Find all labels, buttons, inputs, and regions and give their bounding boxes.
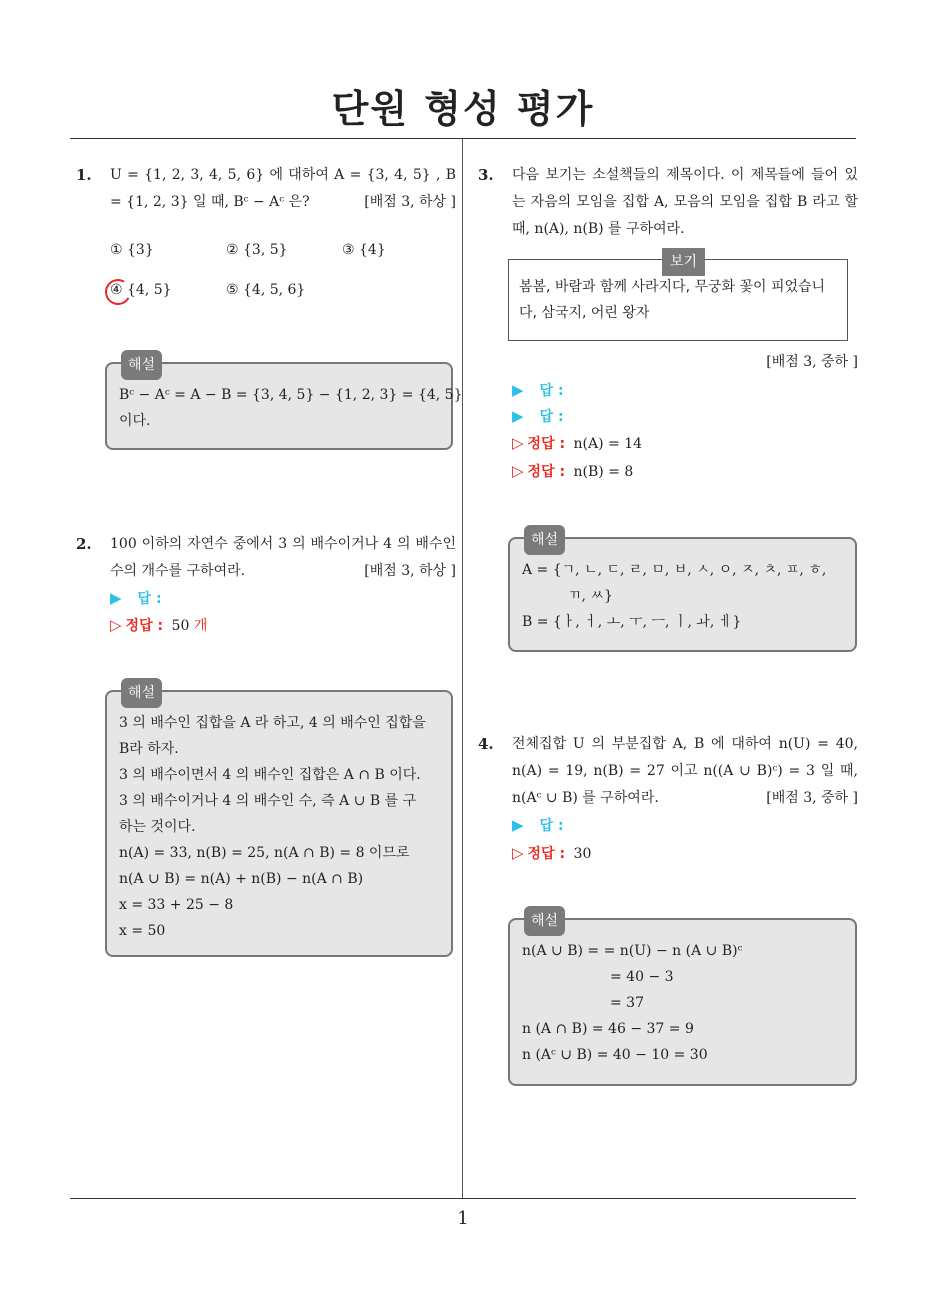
correct-arrow-icon: ▷	[512, 844, 524, 862]
solution-line: B라 하자.	[119, 741, 179, 757]
solution-line: 이다.	[119, 413, 151, 429]
question-number: 2.	[76, 535, 92, 553]
question-text: 100 이하의 자연수 중에서 3 의 배수이거나 4 의 배수인 수의 개수를 구하여라.	[110, 536, 456, 579]
solution-line: = 40 − 3	[610, 969, 674, 985]
correct-value: n(B) = 8	[573, 464, 634, 480]
solution-line: n(A ∪ B) = n(A) + n(B) − n(A ∩ B)	[119, 871, 364, 887]
question-number: 1.	[76, 166, 92, 184]
solution-line: 하는 것이다.	[119, 819, 196, 835]
solution-line: n(A) = 33, n(B) = 25, n(A ∩ B) = 8 이므로	[119, 845, 410, 861]
solution-tag: 해설	[524, 525, 565, 555]
solution-box-2	[105, 685, 453, 957]
score-label: [배점 3, 중하 ]	[766, 790, 858, 806]
selected-circle-icon	[102, 276, 134, 308]
correct-arrow-icon: ▷	[110, 616, 122, 634]
example-text: 봄봄, 바람과 함께 사라지다, 무궁화 꽃이 피었습니다, 삼국지, 어린 왕자	[519, 279, 826, 321]
correct-unit: 개	[193, 618, 208, 634]
correct-arrow-icon: ▷	[512, 434, 524, 452]
solution-box-4	[508, 913, 857, 1086]
answer-arrow-icon: ▶	[110, 589, 122, 607]
answer-arrow-icon: ▶	[512, 381, 524, 399]
solution-tag: 해설	[524, 906, 565, 936]
solution-line: n (A ∩ B) = 46 − 37 = 9	[522, 1021, 694, 1037]
correct-answer-line	[512, 458, 633, 486]
solution-tag: 해설	[121, 678, 162, 708]
answer-line	[512, 403, 564, 431]
correct-arrow-icon: ▷	[512, 462, 524, 480]
choice-4[interactable]	[110, 282, 172, 298]
choice-1[interactable]: ① {3}	[110, 242, 154, 258]
question-number: 4.	[478, 735, 494, 753]
correct-label: 정답 :	[125, 618, 164, 634]
bottom-rule	[70, 1198, 856, 1199]
solution-line: x = 33 + 25 − 8	[119, 897, 234, 913]
solution-line: n(A ∪ B) = = n(U) − n (A ∪ B)ᶜ	[522, 943, 743, 959]
correct-label: 정답 :	[527, 846, 566, 862]
question-text: 전체집합 U 의 부분집합 A, B 에 대하여 n(U) = 40, n(A) = 19, n(B) = 27 이고 n((A ∪ B)ᶜ) = 3 일 때, n(Aᶜ ∪ B) 를 구하여라.	[512, 736, 858, 806]
choice-3[interactable]: ③ {4}	[342, 242, 386, 258]
correct-answer-line	[512, 430, 642, 458]
page-number: 1	[457, 1208, 469, 1229]
column-divider	[462, 139, 463, 1198]
answer-arrow-icon: ▶	[512, 407, 524, 425]
solution-line: Bᶜ − Aᶜ = A − B = {3, 4, 5} − {1, 2, 3} = {4, 5}	[119, 387, 463, 403]
solution-line: n (Aᶜ ∪ B) = 40 − 10 = 30	[522, 1047, 708, 1063]
correct-value: 30	[573, 846, 592, 862]
answer-label: 답 :	[539, 409, 564, 425]
solution-tag: 해설	[121, 350, 162, 380]
answer-line	[512, 377, 564, 405]
correct-value: n(A) = 14	[573, 436, 643, 452]
solution-line: = 37	[610, 995, 644, 1011]
question-text: 다음 보기는 소설책들의 제목이다. 이 제목들에 들어 있는 자음의 모임을 집합 A, 모음의 모임을 집합 B 라고 할 때, n(A), n(B) 를 구하여라.	[512, 167, 858, 237]
choice-2[interactable]: ② {3, 5}	[226, 242, 288, 258]
score-label: [배점 3, 하상 ]	[364, 563, 456, 579]
solution-line: 3 의 배수이면서 4 의 배수인 집합은 A ∩ B 이다.	[119, 767, 421, 783]
question-number: 3.	[478, 166, 494, 184]
answer-line	[110, 585, 162, 613]
correct-label: 정답 :	[527, 464, 566, 480]
solution-line: ㄲ, ㅆ}	[568, 588, 613, 604]
question-text: U = {1, 2, 3, 4, 5, 6} 에 대하여 A = {3, 4, 5} , B = {1, 2, 3} 일 때, Bᶜ − Aᶜ 은?	[110, 167, 456, 210]
correct-value: 50	[171, 618, 190, 634]
answer-line	[512, 812, 564, 840]
example-box	[508, 254, 848, 341]
answer-label: 답 :	[137, 591, 162, 607]
solution-box-1	[105, 357, 463, 450]
page-title: 단원 형성 평가	[331, 87, 595, 131]
correct-answer-line	[110, 612, 207, 640]
choice-4-number: ④	[110, 282, 123, 298]
correct-label: 정답 :	[527, 436, 566, 452]
score-label: [배점 3, 중하 ]	[766, 354, 858, 370]
solution-box-3	[508, 532, 857, 652]
solution-line: A = {ㄱ, ㄴ, ㄷ, ㄹ, ㅁ, ㅂ, ㅅ, ㅇ, ㅈ, ㅊ, ㅍ, ㅎ,	[522, 562, 827, 578]
example-tag: 보기	[662, 248, 705, 276]
solution-line: 3 의 배수이거나 4 의 배수인 수, 즉 A ∪ B 를 구	[119, 793, 417, 809]
choice-5[interactable]: ⑤ {4, 5, 6}	[226, 282, 306, 298]
solution-line: B = {ㅏ, ㅓ, ㅗ, ㅜ, ㅡ, ㅣ, ㅘ, ㅔ}	[522, 614, 742, 630]
solution-line: 3 의 배수인 집합을 A 라 하고, 4 의 배수인 집합을	[119, 715, 426, 731]
answer-label: 답 :	[539, 383, 564, 399]
score-label: [배점 3, 하상 ]	[364, 194, 456, 210]
top-rule	[70, 138, 856, 139]
choice-4-value: {4, 5}	[127, 282, 172, 298]
answer-label: 답 :	[539, 818, 564, 834]
solution-line: x = 50	[119, 923, 166, 939]
correct-answer-line	[512, 840, 591, 868]
answer-arrow-icon: ▶	[512, 816, 524, 834]
